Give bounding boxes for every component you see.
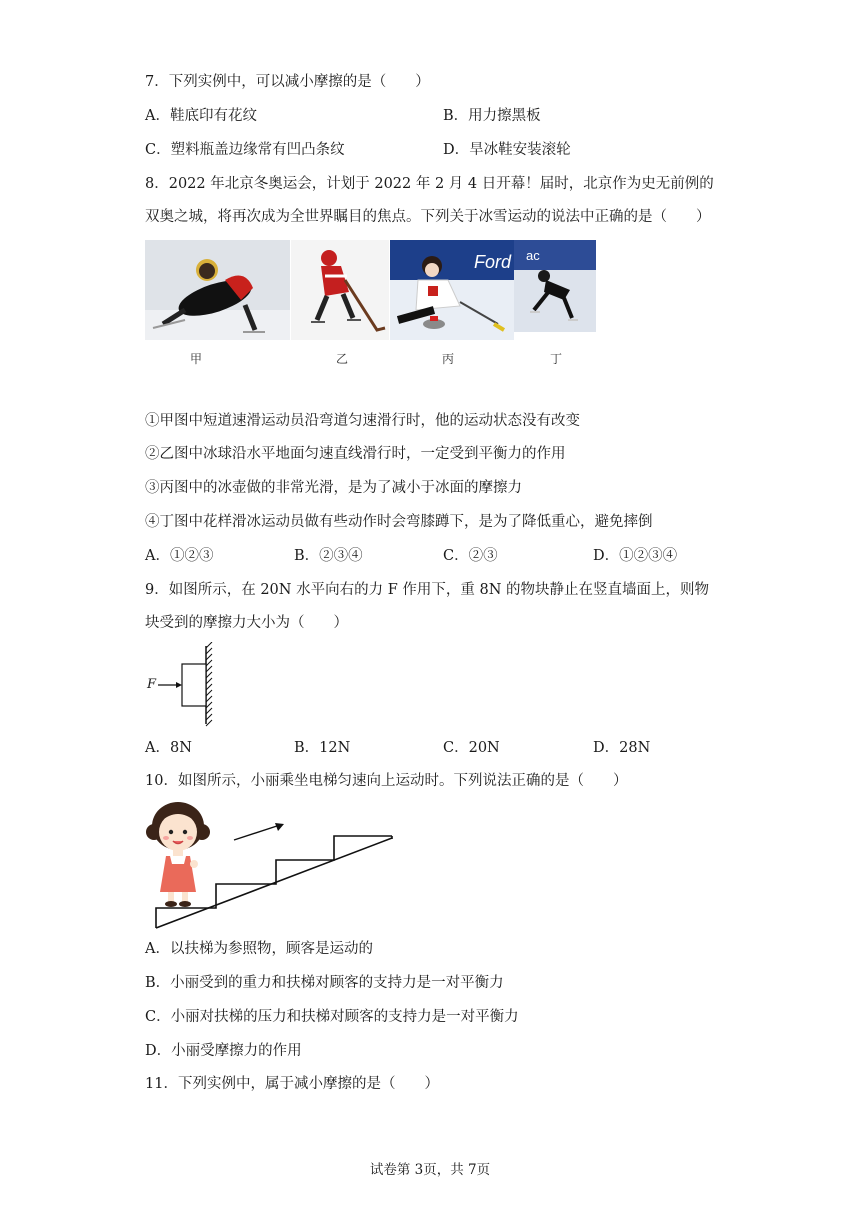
q8-statement-1: ①甲图中短道速滑运动员沿弯道匀速滑行时，他的运动状态没有改变 [145,413,580,429]
q8-stem-line1: 8．2022 年北京冬奥运会，计划于 2022 年 2 月 4 日开幕！届时，北京作为史无前例的 [145,176,714,192]
q7-option-a: A．鞋底印有花纹 [145,108,257,124]
caption-bing: 丙 [442,352,455,366]
q7-option-d: D．旱冰鞋安装滚轮 [443,142,571,158]
q8-option-d: D．①②③④ [593,548,678,564]
caption-ding: 丁 [550,352,563,366]
q8-option-b: B．②③④ [294,548,363,564]
q8-statement-4: ④丁图中花样滑冰运动员做有些动作时会弯膝蹲下，是为了降低重心，避免摔倒 [145,514,653,530]
q9-option-d: D．28N [593,740,651,756]
q10-option-a: A．以扶梯为参照物，顾客是运动的 [145,941,373,957]
q8-statement-3: ③丙图中的冰壶做的非常光滑，是为了减小于冰面的摩擦力 [145,480,522,496]
q8-option-c: C．②③ [443,548,498,564]
force-label: F [147,677,157,692]
q9-option-a: A．8N [145,740,192,756]
q10-option-b: B．小丽受到的重力和扶梯对顾客的支持力是一对平衡力 [145,975,504,991]
block-wall-diagram [142,642,222,728]
q8-stem-line2: 双奥之城，将再次成为全世界瞩目的焦点。下列关于冰雪运动的说法中正确的是（ ） [145,209,711,225]
q10-option-d: D．小丽受摩擦力的作用 [145,1043,302,1059]
q10-stem: 10．如图所示，小丽乘坐电梯匀速向上运动时。下列说法正确的是（ ） [145,773,628,789]
q7-option-c: C．塑料瓶盖边缘常有凹凸条纹 [145,142,345,158]
q7-option-b: B．用力擦黑板 [443,108,541,124]
q9-stem-line1: 9．如图所示，在 20N 水平向右的力 F 作用下，重 8N 的物块静止在竖直墙面上，则物 [145,582,709,598]
page-footer: 试卷第 3页，共 7页 [369,1162,491,1178]
q9-option-b: B．12N [294,740,351,756]
q7-stem: 7．下列实例中，可以减小摩擦的是（ ） [145,74,430,90]
q10-option-c: C．小丽对扶梯的压力和扶梯对顾客的支持力是一对平衡力 [145,1009,519,1025]
photo-hockey-player [291,240,389,340]
q9-option-c: C．20N [443,740,500,756]
svg-text:ac: ac [526,248,540,263]
q11-stem: 11．下列实例中，属于减小摩擦的是（ ） [145,1076,439,1092]
photo-speed-skater [145,240,290,340]
q8-option-a: A．①②③ [145,548,214,564]
q9-stem-line2: 块受到的摩擦力大小为（ ） [145,615,348,631]
photo-curling [390,240,514,340]
caption-jia: 甲 [190,352,203,366]
escalator-diagram [142,800,402,934]
photo-figure-skater [514,240,596,332]
q8-statement-2: ②乙图中冰球沿水平地面匀速直线滑行时，一定受到平衡力的作用 [145,446,566,462]
caption-yi: 乙 [336,352,349,366]
svg-text:Ford: Ford [474,252,512,272]
